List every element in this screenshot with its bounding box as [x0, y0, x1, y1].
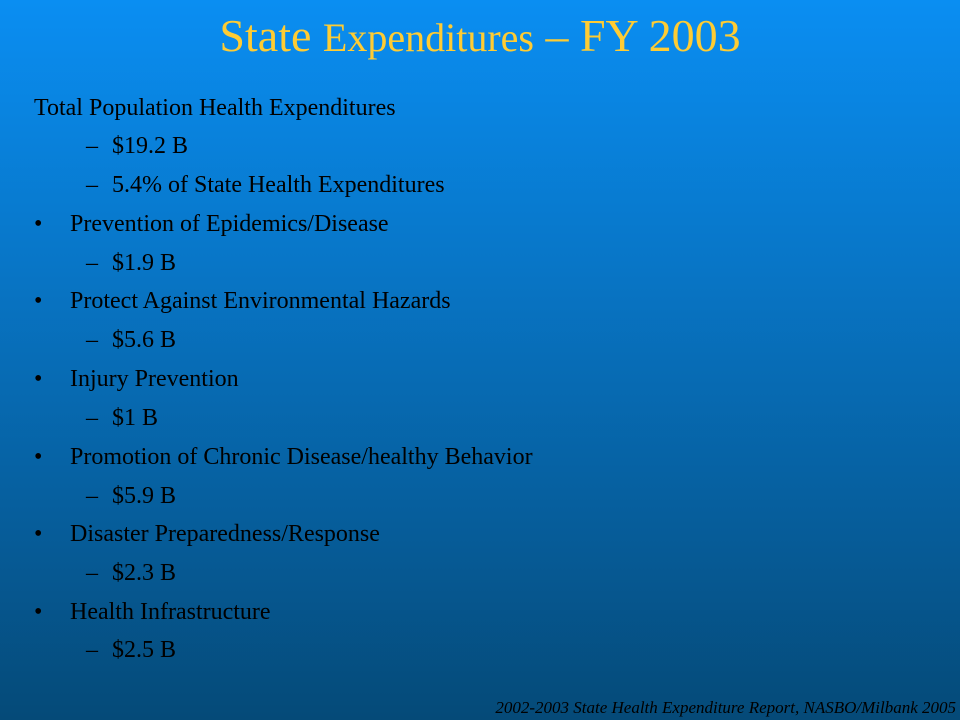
dash-glyph: – — [86, 483, 98, 509]
list-item-text: $2.5 B — [112, 637, 177, 663]
list-item-text: $5.6 B — [112, 327, 177, 353]
dash-glyph: – — [86, 560, 98, 586]
title-word-fy: – FY 2003 — [545, 10, 741, 61]
list-item-text: $1.9 B — [112, 250, 177, 276]
list-item — [86, 170, 445, 200]
source-citation: 2002-2003 State Health Expenditure Report, NASBO/Milbank 2005 — [495, 698, 956, 717]
list-item-text: 5.4% of State Health Expenditures — [112, 172, 445, 198]
list-item — [86, 248, 176, 278]
list-item — [86, 325, 176, 355]
list-item — [86, 403, 158, 433]
list-item-text: Protect Against Environmental Hazards — [70, 288, 451, 314]
dash-glyph: – — [86, 172, 98, 198]
list-item — [34, 209, 389, 239]
list-item — [86, 481, 176, 511]
dash-glyph: – — [86, 405, 98, 431]
list-item — [86, 635, 176, 665]
list-item — [34, 286, 451, 316]
list-item — [34, 519, 380, 549]
list-item-text: Injury Prevention — [70, 366, 239, 392]
intro-heading: Total Population Health Expenditures — [34, 95, 396, 121]
list-item — [86, 558, 176, 588]
list-item — [34, 442, 533, 472]
title-word-expenditures: Expenditures — [322, 15, 534, 60]
list-item-text: $5.9 B — [112, 483, 177, 509]
dash-glyph: – — [86, 327, 98, 353]
list-item — [86, 131, 188, 161]
title-word-state: State — [219, 10, 312, 61]
bullet-glyph: • — [34, 521, 43, 547]
bullet-glyph: • — [34, 599, 43, 625]
list-item — [34, 364, 239, 394]
bullet-glyph: • — [34, 444, 43, 470]
list-item-text: $1 B — [112, 405, 159, 431]
bullet-glyph: • — [34, 366, 43, 392]
list-item — [34, 597, 271, 627]
list-item-text: Promotion of Chronic Disease/healthy Behavior — [70, 444, 533, 470]
dash-glyph: – — [86, 637, 98, 663]
list-item-text: $2.3 B — [112, 560, 177, 586]
dash-glyph: – — [86, 250, 98, 276]
dash-glyph: – — [86, 133, 98, 159]
list-item-text: Disaster Preparedness/Response — [70, 521, 380, 547]
list-item-text: Health Infrastructure — [70, 599, 271, 625]
list-item-text: Prevention of Epidemics/Disease — [70, 211, 389, 237]
slide-title — [0, 4, 960, 70]
bullet-glyph: • — [34, 288, 43, 314]
list-item-text: $19.2 B — [112, 133, 189, 159]
bullet-glyph: • — [34, 211, 43, 237]
